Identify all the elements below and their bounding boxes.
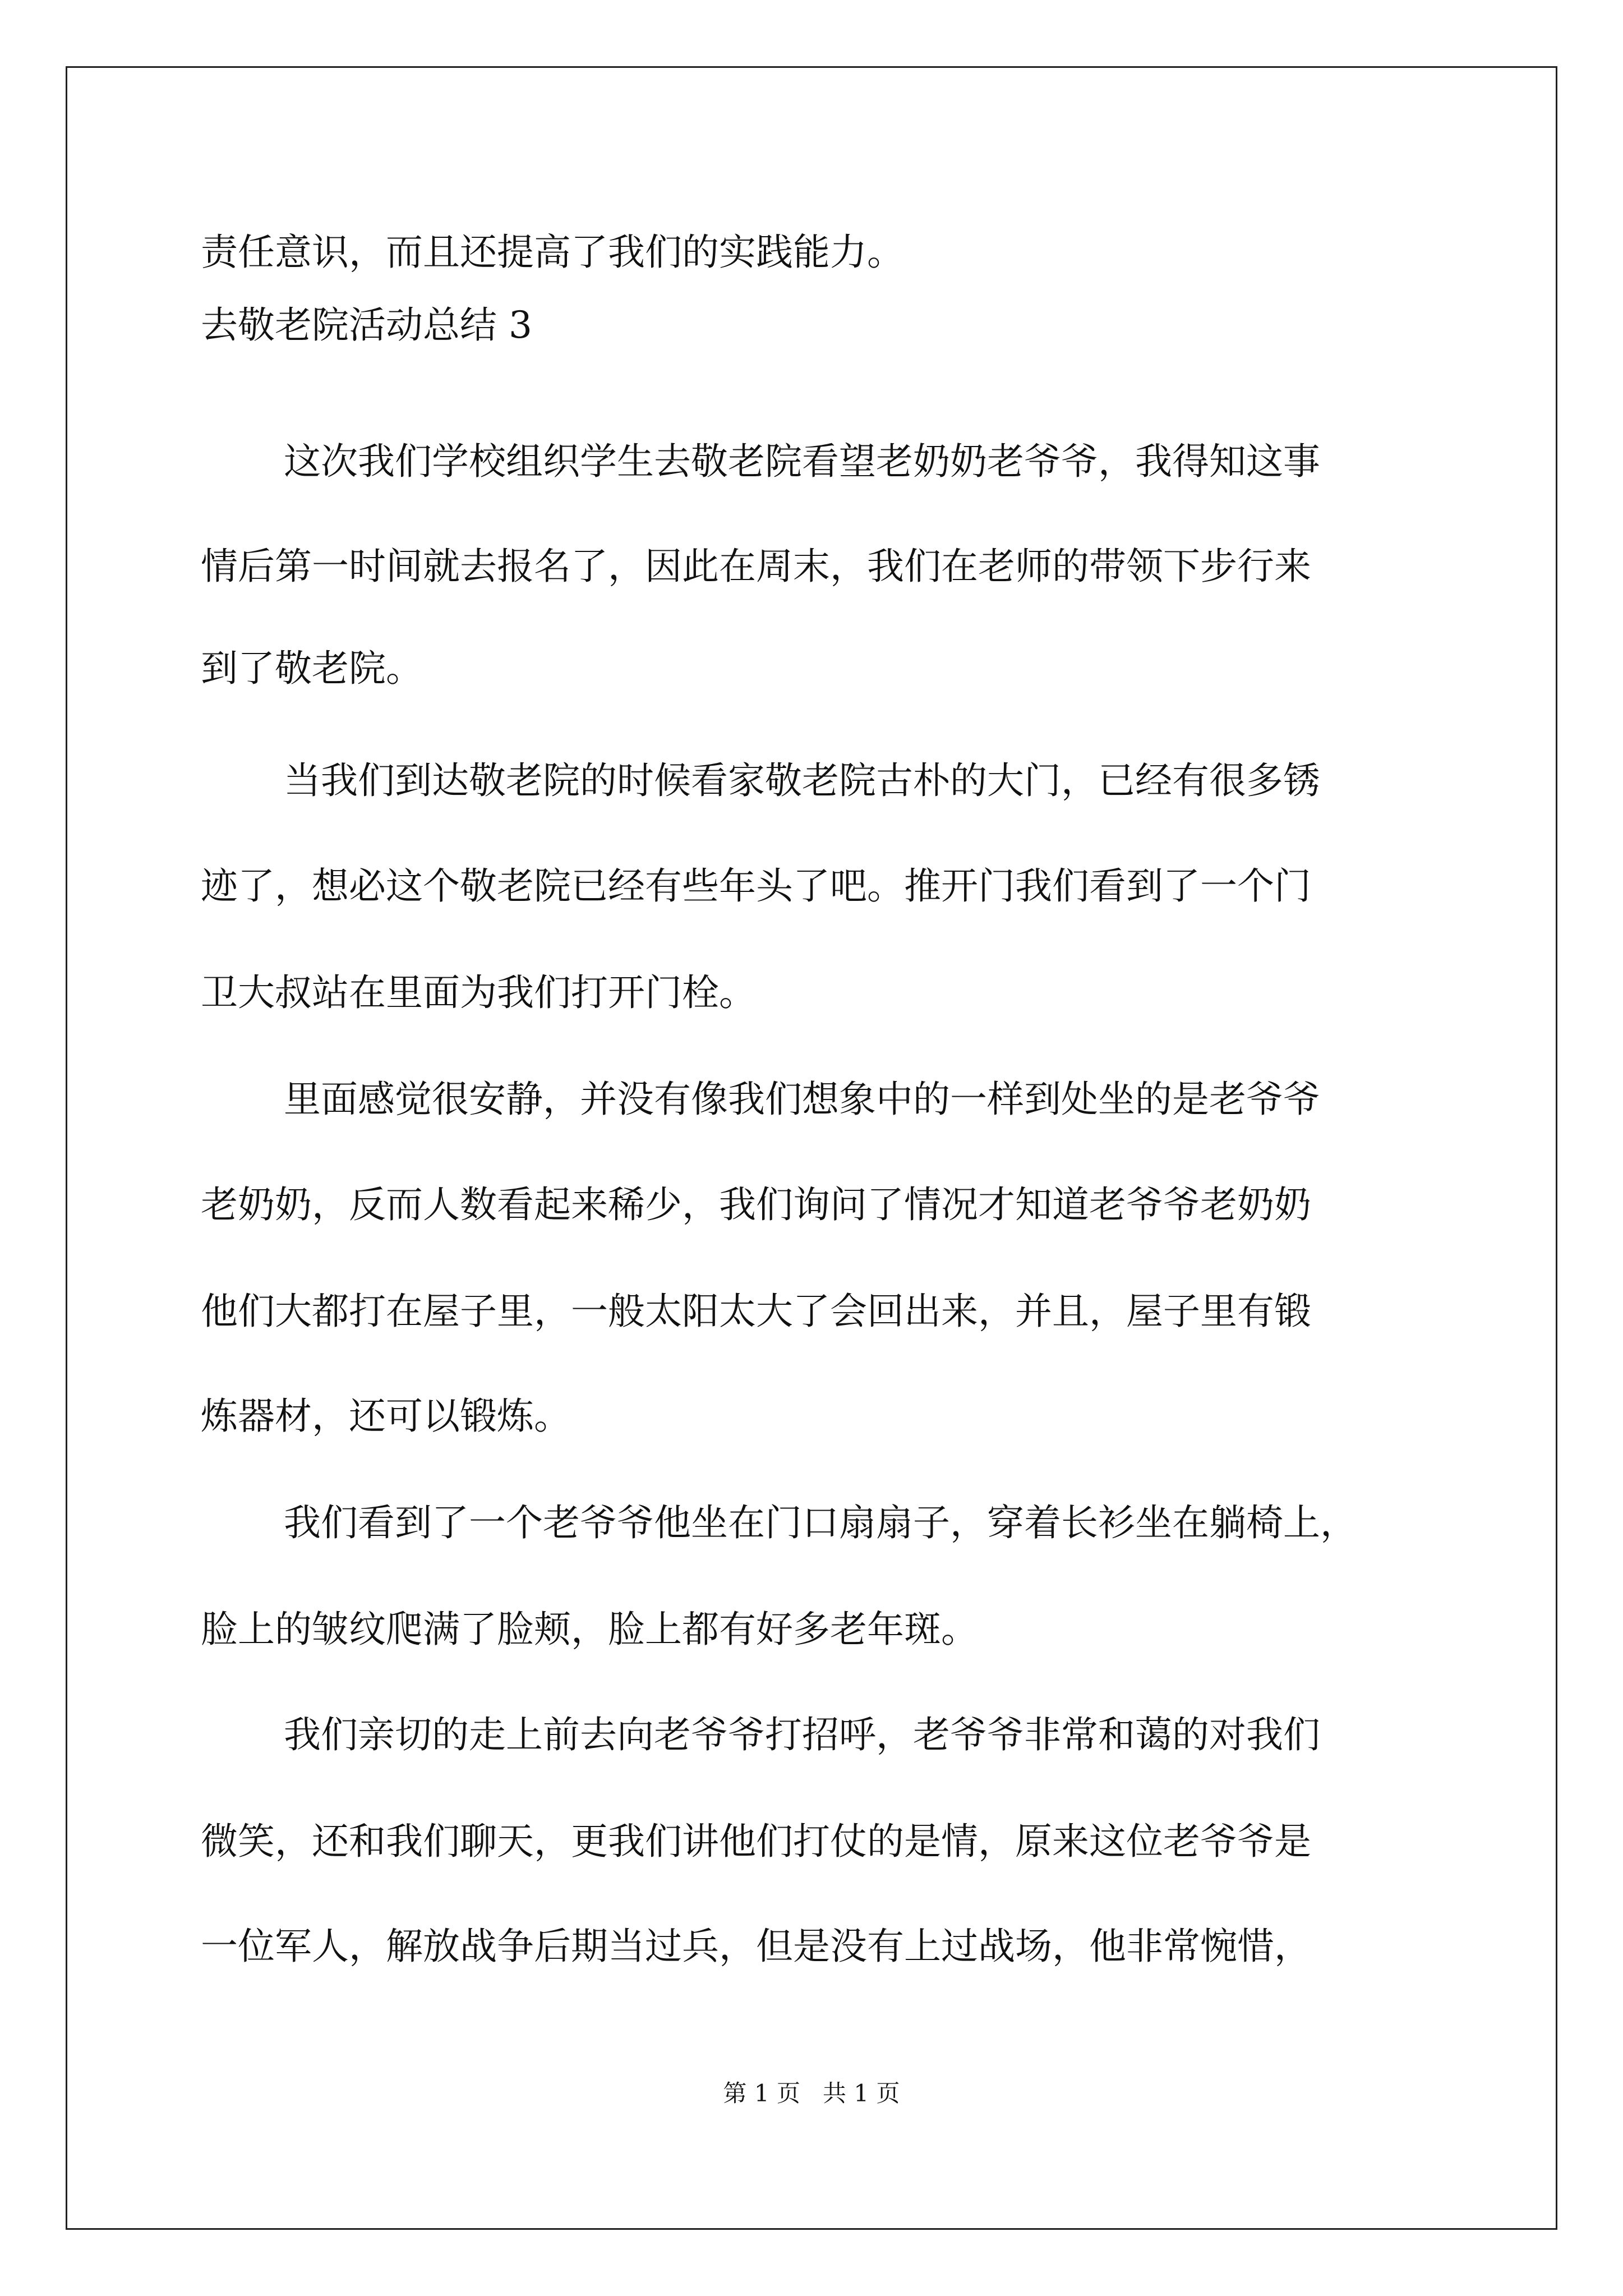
body-line-11: 他们大都打在屋子里，一般太阳太大了会回出来，并且，屋子里有锻 [201, 1290, 1311, 1333]
body-line-12: 炼器材，还可以锻炼。 [201, 1395, 571, 1438]
body-line-4: 情后第一时间就去报名了，因此在周末，我们在老师的带领下步行来 [201, 545, 1311, 588]
body-line-6: 当我们到达敬老院的时候看家敬老院古朴的大门，已经有很多锈 [284, 759, 1320, 802]
body-line-16: 微笑，还和我们聊天，更我们讲他们打仗的是情，原来这位老爷爷是 [201, 1820, 1311, 1863]
body-line-1: 责任意识，而且还提高了我们的实践能力。 [201, 231, 904, 274]
body-line-8: 卫大叔站在里面为我们打开门栓。 [201, 971, 756, 1014]
body-line-17: 一位军人，解放战争后期当过兵，但是没有上过战场，他非常惋惜， [201, 1925, 1311, 1968]
body-line-3: 这次我们学校组织学生去敬老院看望老奶奶老爷爷，我得知这事 [284, 440, 1320, 483]
body-line-14: 脸上的皱纹爬满了脸颊，脸上都有好多老年斑。 [201, 1608, 978, 1651]
body-line-10: 老奶奶，反而人数看起来稀少，我们询问了情况才知道老爷爷老奶奶 [201, 1183, 1311, 1226]
body-line-7: 迹了，想必这个敬老院已经有些年头了吧。推开门我们看到了一个门 [201, 864, 1311, 908]
page-number: 第 1 页 共 1 页 [723, 2079, 900, 2107]
section-heading: 去敬老院活动总结 3 [201, 303, 532, 347]
body-line-9: 里面感觉很安静，并没有像我们想象中的一样到处坐的是老爷爷 [284, 1078, 1320, 1121]
body-line-15: 我们亲切的走上前去向老爷爷打招呼，老爷爷非常和蔼的对我们 [284, 1713, 1320, 1756]
page-border [66, 66, 1557, 2230]
body-line-5: 到了敬老院。 [201, 647, 423, 690]
body-line-13: 我们看到了一个老爷爷他坐在门口扇扇子，穿着长衫坐在躺椅上， [284, 1501, 1357, 1544]
